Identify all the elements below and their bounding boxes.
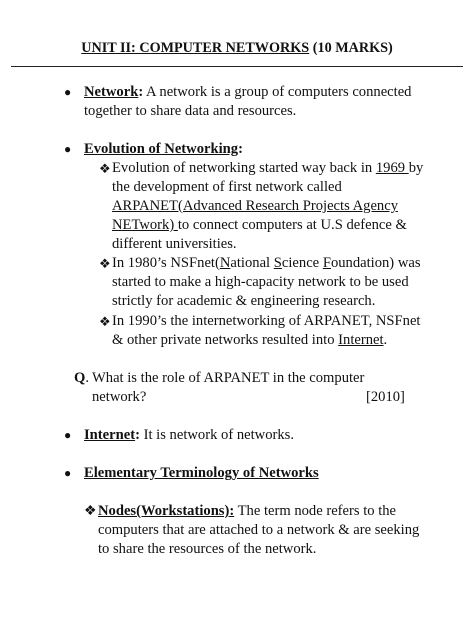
question-label: Q. bbox=[74, 370, 90, 386]
bullet-icon: ● bbox=[64, 428, 72, 442]
bullet-icon: ● bbox=[64, 85, 72, 99]
question-text: What is the role of ARPANET in the computer network? bbox=[92, 370, 365, 405]
diamond-bullet-icon: ❖ bbox=[84, 504, 97, 519]
diamond-bullet-icon: ❖ bbox=[99, 161, 111, 176]
evolution-point-2: In 1980’s NSFnet(National Science Foundation) was started to make a high-capacity network to be used strictly for academic & engineering research. bbox=[112, 255, 421, 309]
internet-link-text: Internet bbox=[338, 332, 384, 348]
diamond-bullet-icon: ❖ bbox=[99, 256, 111, 271]
bullet-icon: ● bbox=[64, 466, 72, 480]
title-main: UNIT II: COMPUTER NETWORKS bbox=[81, 40, 310, 56]
question-year: [2010] bbox=[366, 389, 405, 405]
evolution-point-3: In 1990’s the internetworking of ARPANET, NSFnet & other private networks resulted into Internet. bbox=[112, 313, 421, 348]
internet-definition: Internet: It is network of networks. bbox=[84, 427, 294, 443]
bullet-icon: ● bbox=[64, 142, 72, 156]
title-marks: (10 MARKS) bbox=[309, 40, 393, 56]
evolution-heading: Evolution of Networking: bbox=[84, 141, 243, 157]
network-term: Network bbox=[84, 84, 139, 100]
title-divider bbox=[11, 66, 463, 67]
page-title bbox=[0, 39, 474, 58]
evolution-point-1: Evolution of networking started way back in 1969 by the development of first network called ARPANET(Advanced Research Projects Agency NETwork) to connect computers at U.S defence & different universities. bbox=[112, 160, 424, 252]
network-definition: Network: A network is a group of computers connected together to share data and resources. bbox=[84, 84, 412, 119]
terminology-heading: Elementary Terminology of Networks bbox=[84, 465, 319, 481]
nodes-definition: Nodes(Workstations): The term node refers to the computers that are attached to a network & are seeking to share the resources of the network. bbox=[98, 503, 420, 557]
diamond-bullet-icon: ❖ bbox=[99, 314, 111, 329]
